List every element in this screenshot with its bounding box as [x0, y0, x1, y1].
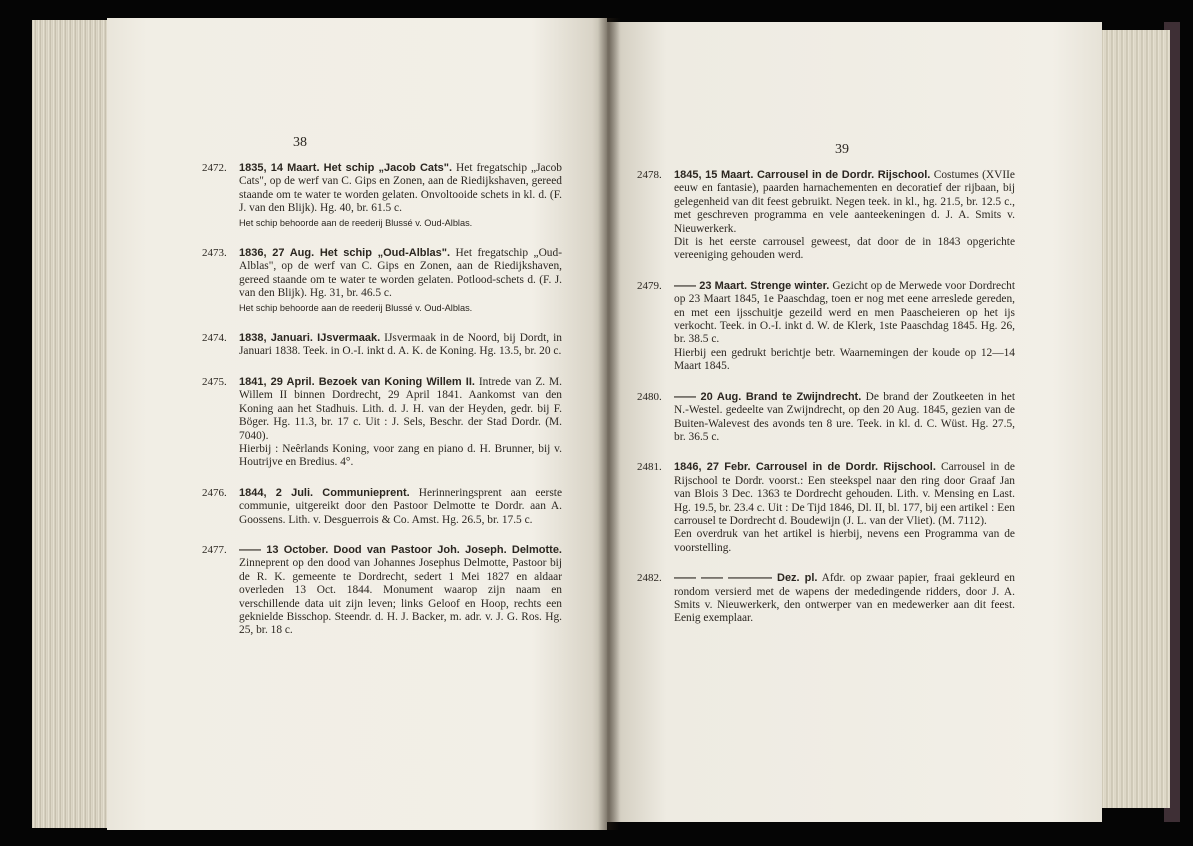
- page-edges-right: [1100, 30, 1170, 808]
- entry-title: 1836, 27 Aug. Het schip „Oud-Alblas".: [239, 247, 451, 260]
- entry-title: 1844, 2 Juli. Communieprent.: [239, 486, 410, 499]
- entry-number: 2477.: [202, 543, 227, 556]
- entry-number: 2479.: [637, 279, 662, 292]
- left-column: [202, 162, 562, 655]
- entry-title: —— 13 October. Dood van Pastoor Joh. Joseph. Delmotte.: [239, 543, 562, 556]
- entry-note: Het schip behoorde aan de reederij Blussé v. Oud-Alblas.: [239, 302, 473, 313]
- entry-text: Afdr. op zwaar papier, fraai gekleurd en rondom versierd met de wapens der mededingende ridders, door J. A. Smits v. Nieuwerkerk, den ontwerper van en medewerker aan dit feest. Eenig exemplaar.: [674, 572, 1015, 625]
- entry-number: 2476.: [202, 486, 227, 499]
- entry-title: —— 20 Aug. Brand te Zwijndrecht.: [674, 390, 862, 403]
- entry-extra: Een overdruk van het artikel is hierbij, nevens een Programma van de voorstelling.: [674, 528, 1015, 554]
- entry-title: 1846, 27 Febr. Carrousel in de Dordr. Rijschool.: [674, 461, 936, 474]
- entry-text: Carrousel in de Rijschool te Dordr. voorst.: Een steekspel naar den ring door Graaf Jan van Blois 3 Dec. 1363 te Dordrecht gehouden. Lith. v. Mensing en Last. Hg. 19.5, br. 23.4 c. Uit : De Tijd 1846, Dl. II, bl. 177, bij een artikel : Een carrousel te Dordrecht d. Boudewijn (J. L. van der Vliet). (M. 7112).: [674, 461, 1015, 527]
- page-edges-left: [32, 20, 112, 828]
- entry-extra: Dit is het eerste carrousel geweest, dat door de in 1843 opgerichte vereeniging gehouden werd.: [674, 236, 1015, 262]
- entry-text: Het fregatschip „Oud-Alblas", op de werf van C. Gips en Zonen, aan de Riedijkshaven, gereed staande om te water te worden gelaten. Potlood-schets d. (F. J. van den Blijk). Hg. 31, br. 46.5 c.: [239, 247, 562, 300]
- open-book: [32, 12, 1170, 834]
- entry-text: De brand der Zoutkeeten in het N.-Westel. gedeelte van Zwijndrecht, op den 20 Aug. 1845, gezien van de Buiten-Walevest des avonds ten 8 ure. Teek. in kl. d. C. Wüst. Hg. 27.5, br. 36.5 c.: [674, 390, 1015, 443]
- entry-number: 2478.: [637, 169, 662, 181]
- entry-title: —— —— ———— Dez. pl.: [674, 572, 818, 585]
- entry-text: Herinneringsprent aan eerste communie, uitgereikt door den Pastoor Delmotte te Dordr. aan A. Goossens. Lith. v. Desguerrois & Co. Amst. Hg. 26.5, br. 17.5 c.: [239, 486, 562, 526]
- page-number: 38: [293, 135, 307, 150]
- entry-extra: Hierbij : Neêrlands Koning, voor zang en piano d. H. Brunner, bij v. Houtrijve en Bredius. 4°.: [239, 442, 562, 469]
- entry-text: Het fregatschip „Jacob Cats", op de werf van C. Gips en Zonen, aan de Riedijkshaven, gereed staande om te water te worden gelaten. Onvoltooide schets in kl. d. (F. J. van den Blijk). Hg. 40, br. 61.5 c.: [239, 162, 562, 215]
- entry-extra: Hierbij een gedrukt berichtje betr. Waarnemingen der koude op 12—14 Maart 1845.: [674, 346, 1015, 373]
- catalog-entry: [637, 461, 1015, 555]
- catalog-entry: [637, 169, 1015, 263]
- left-page: [107, 18, 607, 830]
- entry-text: Intrede van Z. M. Willem II binnen Dordrecht, 29 April 1841. Aankomst van den Koning aan het Stadhuis. Lith. d. J. H. van der Heyden, gedr. bij F. Böger. Hg. 11.3, br. 17 c. Uit : J. Sels, Beschr. der Stad Dordr. (M. 7040).: [239, 375, 562, 442]
- entry-number: 2480.: [637, 390, 662, 403]
- catalog-entry: [637, 572, 1015, 626]
- entry-title: 1838, Januari. IJsvermaak.: [239, 332, 381, 345]
- entry-title: —— 23 Maart. Strenge winter.: [674, 279, 830, 292]
- entry-text: Gezicht op de Merwede voor Dordrecht op 23 Maart 1845, 1e Paaschdag, toen er nog met eene arreslede gereden, en met een ijsschuitje gezeild werd en men Paascheieren op het ijs verkocht. Teek. in O.-I. inkt d. W. de Klerk, 1ste Paaschdag 1845. Hg. 26, br. 38.5 c.: [674, 279, 1015, 346]
- book-gutter: [598, 18, 620, 830]
- entry-number: 2475.: [202, 375, 227, 388]
- entry-text: IJsvermaak in de Noord, bij Dordt, in Januari 1838. Teek. in O.-I. inkt d. A. K. de Koning. Hg. 13.5, br. 20 c.: [239, 332, 562, 358]
- right-page: [607, 22, 1102, 822]
- entry-text: Costumes (XVIIe eeuw en fantasie), paarden harnachementen en decoratief der rijbaan, bij gelegenheid van dit feest gebruikt. Negen teek. in kl., hg. 21.5, br. 12.5 c., met geschreven programma en vele aanteekeningen d. J. A. Smits v. Nieuwerkerk.: [674, 169, 1015, 235]
- catalog-entry: [637, 391, 1015, 445]
- entry-title: 1841, 29 April. Bezoek van Koning Willem II.: [239, 375, 475, 388]
- right-column: [637, 169, 1015, 643]
- entry-number: 2473.: [202, 247, 227, 260]
- entry-number: 2481.: [637, 461, 662, 474]
- catalog-entry: [202, 162, 562, 230]
- entry-title: 1835, 14 Maart. Het schip „Jacob Cats".: [239, 162, 453, 174]
- entry-number: 2472.: [202, 162, 227, 174]
- page-number: 39: [835, 142, 849, 157]
- catalog-entry: [202, 332, 562, 359]
- entry-number: 2474.: [202, 332, 227, 345]
- catalog-entry: [202, 247, 562, 315]
- catalog-entry: [202, 376, 562, 470]
- catalog-entry: [637, 280, 1015, 374]
- entry-number: 2482.: [637, 572, 662, 585]
- entry-title: 1845, 15 Maart. Carrousel in de Dordr. Rijschool.: [674, 169, 931, 181]
- catalog-entry: [202, 544, 562, 638]
- entry-note: Het schip behoorde aan de reederij Blussé v. Oud-Alblas.: [239, 217, 473, 228]
- catalog-entry: [202, 487, 562, 527]
- entry-text: Zinneprent op den dood van Johannes Josephus Delmotte, Pastoor bij de R. K. gemeente te Dordrecht, sedert 1 Mei 1827 en aldaar overleden 13 Oct. 1844. Monument waarop zijn naam en verschillende data uit zijn leven; links Geloof en Hoop, rechts een geknielde Bisschop. Steendr. d. H. J. Backer, m. adr. v. J. G. Ros. Hg. 25, br. 18 c.: [239, 557, 562, 637]
